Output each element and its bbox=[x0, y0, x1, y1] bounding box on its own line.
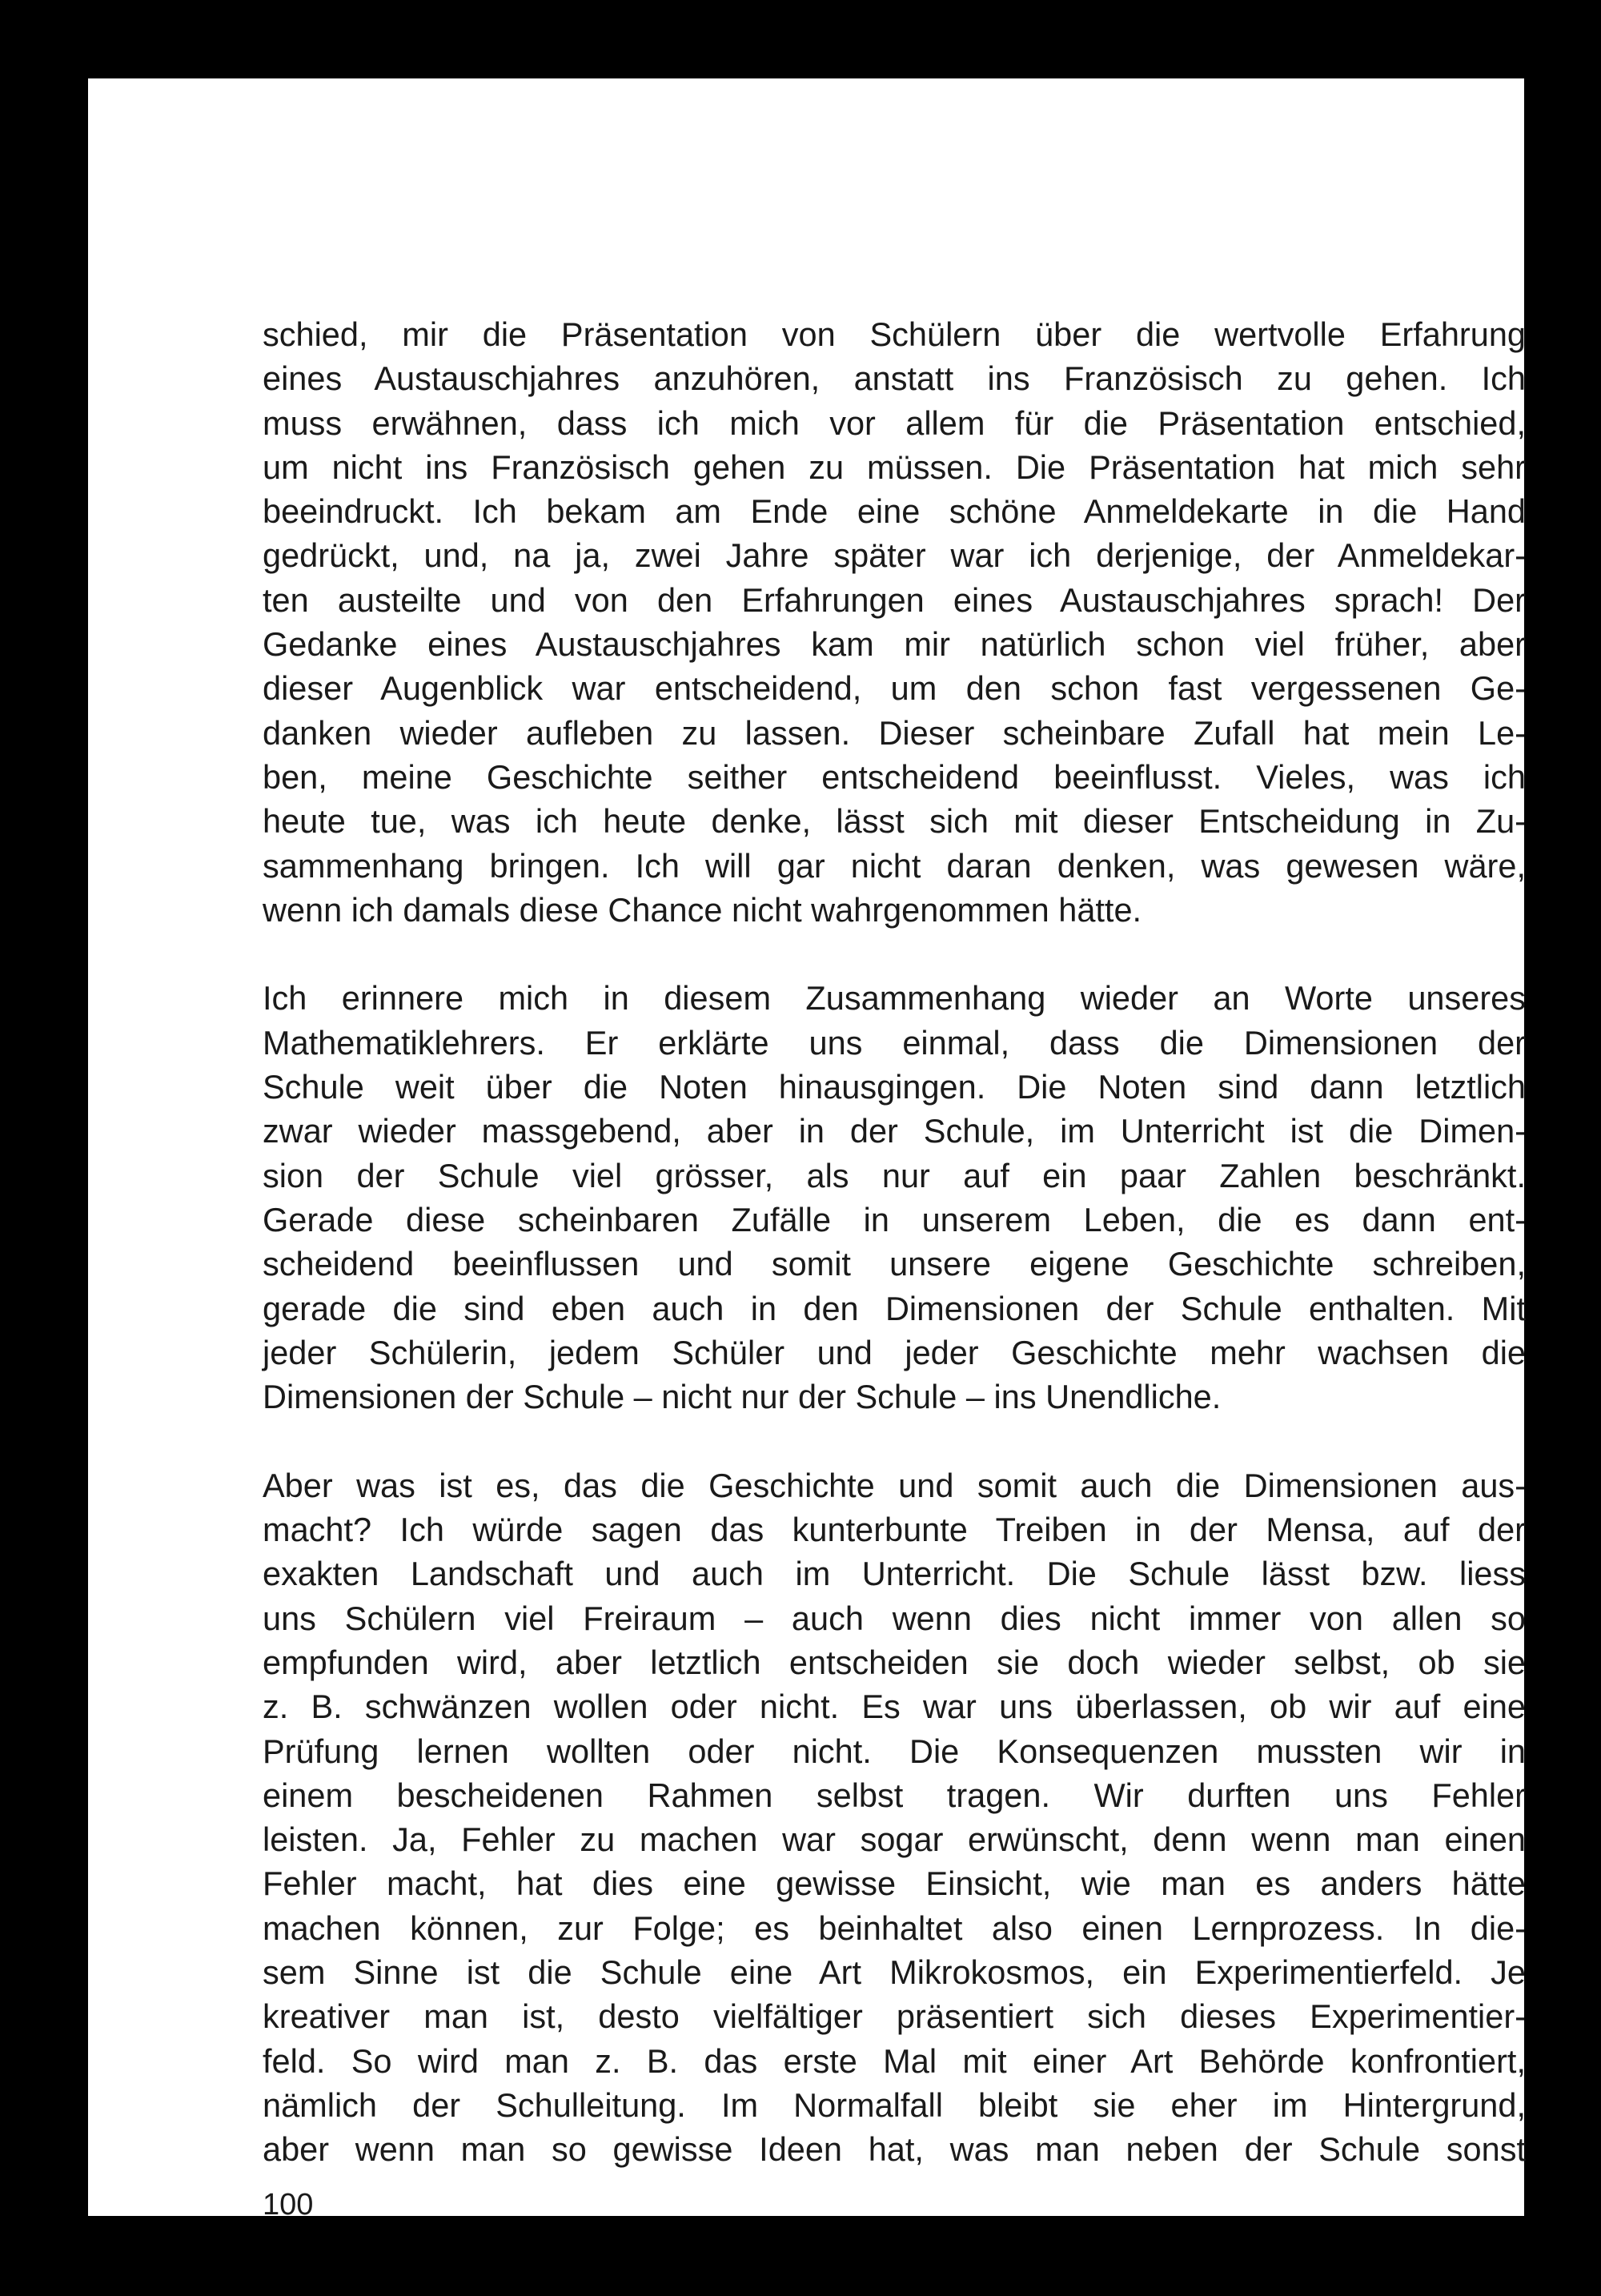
text-line: gedrückt, und, na ja, zwei Jahre später war ich derjenige, der Anmeldekar- bbox=[263, 536, 1526, 575]
text-line: scheidend beeinflussen und somit unsere eigene Geschichte schreiben, bbox=[263, 1245, 1526, 1283]
text-line: muss erwähnen, dass ich mich vor allem für die Präsentation entschied, bbox=[263, 403, 1526, 442]
text-line: beeindruckt. Ich bekam am Ende eine schöne Anmeldekarte in die Hand bbox=[263, 492, 1526, 531]
page-number: 100 bbox=[263, 2188, 314, 2222]
text-line: feld. So wird man z. B. das erste Mal mit einer Art Behörde konfrontiert, bbox=[263, 2041, 1526, 2080]
text-line: Aber was ist es, das die Geschichte und somit auch die Dimensionen aus- bbox=[263, 1466, 1526, 1504]
text-line: kreativer man ist, desto vielfältiger präsentiert sich dieses Experimentier- bbox=[263, 1997, 1526, 2036]
text-line: sem Sinne ist die Schule eine Art Mikrokosmos, ein Experimentierfeld. Je bbox=[263, 1953, 1526, 1991]
text-line: aber wenn man so gewisse Ideen hat, was man neben der Schule sonst bbox=[263, 2130, 1526, 2169]
text-line: Dimensionen der Schule – nicht nur der Schule – ins Unendliche. bbox=[263, 1378, 1222, 1416]
text-line: eines Austauschjahres anzuhören, anstatt ins Französisch zu gehen. Ich bbox=[263, 359, 1526, 398]
text-line: uns Schülern viel Freiraum – auch wenn dies nicht immer von allen so bbox=[263, 1599, 1526, 1637]
paragraph-2 bbox=[263, 976, 1526, 1419]
book-page bbox=[88, 78, 1526, 2222]
text-line: exakten Landschaft und auch im Unterricht. Die Schule lässt bzw. liess bbox=[263, 1555, 1526, 1593]
text-line: gerade die sind eben auch in den Dimensionen der Schule enthalten. Mit bbox=[263, 1289, 1526, 1327]
text-line: heute tue, was ich heute denke, lässt sich mit dieser Entscheidung in Zu- bbox=[263, 802, 1526, 841]
text-line: Mathematiklehrers. Er erklärte uns einmal, dass die Dimensionen der bbox=[263, 1023, 1526, 1062]
text-line: um nicht ins Französisch gehen zu müssen. Die Präsentation hat mich sehr bbox=[263, 448, 1526, 486]
text-line: ben, meine Geschichte seither entscheidend beeinflusst. Vieles, was ich bbox=[263, 757, 1526, 796]
paragraph-3 bbox=[263, 1463, 1526, 2172]
text-line: z. B. schwänzen wollen oder nicht. Es war uns überlassen, ob wir auf eine bbox=[263, 1688, 1526, 1726]
text-line: empfunden wird, aber letztlich entscheiden sie doch wieder selbst, ob sie bbox=[263, 1643, 1526, 1681]
text-line: einem bescheidenen Rahmen selbst tragen. Wir durften uns Fehler bbox=[263, 1776, 1526, 1814]
text-line: sammenhang bringen. Ich will gar nicht daran denken, was gewesen wäre, bbox=[263, 846, 1526, 885]
text-line: leisten. Ja, Fehler zu machen war sogar erwünscht, denn wenn man einen bbox=[263, 1820, 1526, 1859]
text-line: Fehler macht, hat dies eine gewisse Einsicht, wie man es anders hätte bbox=[263, 1864, 1526, 1903]
text-line: sion der Schule viel grösser, als nur auf ein paar Zahlen beschränkt. bbox=[263, 1156, 1526, 1194]
text-line: nämlich der Schulleitung. Im Normalfall bleibt sie eher im Hintergrund, bbox=[263, 2085, 1526, 2124]
text-line: Ich erinnere mich in diesem Zusammenhang wieder an Worte unseres bbox=[263, 979, 1526, 1018]
text-line: Prüfung lernen wollten oder nicht. Die Konsequenzen mussten wir in bbox=[263, 1732, 1526, 1770]
text-line: jeder Schülerin, jedem Schüler und jeder Geschichte mehr wachsen die bbox=[263, 1333, 1526, 1371]
text-line: Schule weit über die Noten hinausgingen. Die Noten sind dann letztlich bbox=[263, 1068, 1526, 1106]
text-line: machen können, zur Folge; es beinhaltet also einen Lernprozess. In die- bbox=[263, 1909, 1526, 1947]
text-line: macht? Ich würde sagen das kunterbunte Treiben in der Mensa, auf der bbox=[263, 1511, 1526, 1549]
paragraph-1 bbox=[263, 312, 1526, 932]
text-line: dieser Augenblick war entscheidend, um den schon fast vergessenen Ge- bbox=[263, 669, 1526, 708]
text-line: wenn ich damals diese Chance nicht wahrgenommen hätte. bbox=[263, 890, 1142, 929]
text-line: danken wieder aufleben zu lassen. Dieser scheinbare Zufall hat mein Le- bbox=[263, 713, 1526, 752]
body-text bbox=[263, 312, 1526, 2216]
text-line: schied, mir die Präsentation von Schülern über die wertvolle Erfahrung bbox=[263, 315, 1526, 353]
text-line: zwar wieder massgebend, aber in der Schule, im Unterricht ist die Dimen- bbox=[263, 1112, 1526, 1150]
text-line: Gedanke eines Austauschjahres kam mir natürlich schon viel früher, aber bbox=[263, 625, 1526, 664]
text-line: ten austeilte und von den Erfahrungen eines Austauschjahres sprach! Der bbox=[263, 580, 1526, 619]
text-line: Gerade diese scheinbaren Zufälle in unserem Leben, die es dann ent- bbox=[263, 1200, 1526, 1238]
